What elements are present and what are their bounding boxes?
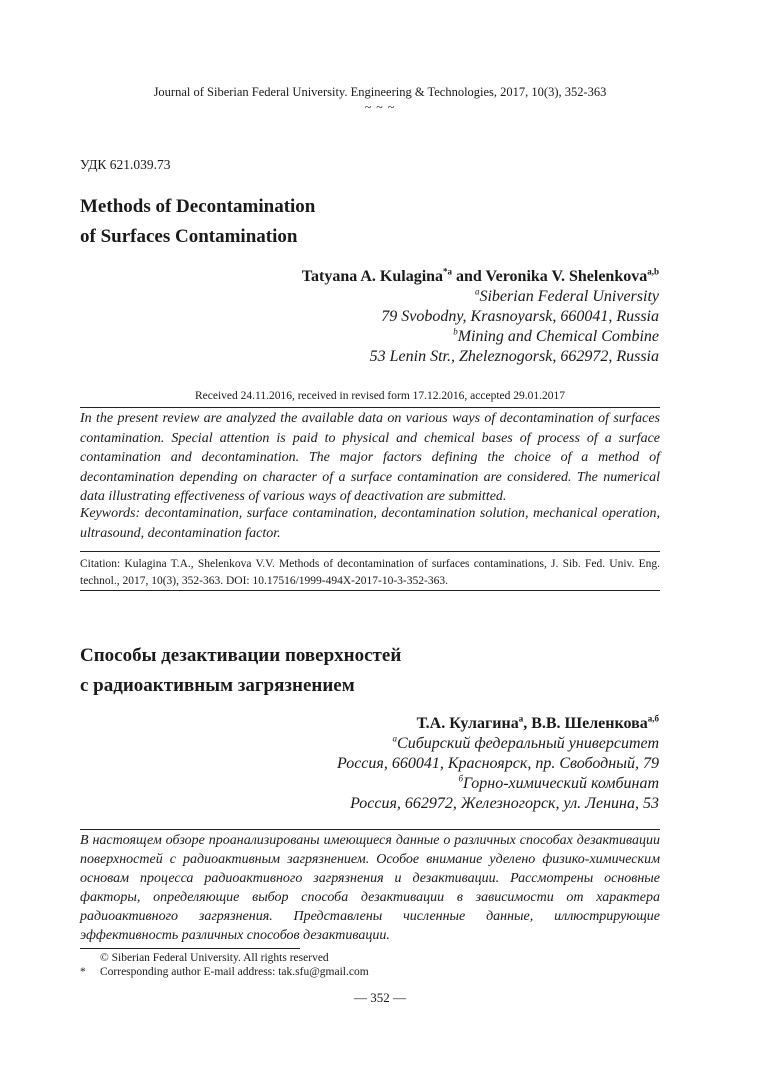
affiliation-en-3: $^b$Mining and Chemical Combine bbox=[453, 326, 659, 345]
divider bbox=[80, 551, 660, 552]
author-1-affil: *a bbox=[443, 266, 453, 277]
footnote-copyright: © Siberian Federal University. All rights reserved bbox=[100, 952, 329, 964]
affiliation-ru-3: $^б$Горно-химический комбинат bbox=[458, 773, 659, 792]
divider bbox=[80, 590, 660, 591]
affiliation-ru-2: Россия, 660041, Красноярск, пр. Свободный, 79 bbox=[337, 755, 659, 772]
title-ru-line2: с радиоактивным загрязнением bbox=[80, 675, 355, 696]
header-separator: ~ ~ ~ bbox=[364, 100, 396, 114]
author-1-ru-affil: а bbox=[518, 713, 524, 724]
affiliation-en-4: 53 Lenin Str., Zheleznogorsk, 662972, Russia bbox=[369, 348, 659, 365]
udk-code: УДК 621.039.73 bbox=[80, 157, 171, 172]
author-2: and Veronika V. Shelenkova bbox=[452, 268, 648, 285]
authors-en bbox=[302, 268, 659, 286]
citation: Citation: Kulagina T.A., Shelenkova V.V. Methods of decontamination of surfaces contaminations, J. Sib. Fed. Univ. Eng. technol., 2017, 10(3), 352-363. DOI: 10.17516/1999-494X-2017-10-3-352-363. bbox=[80, 558, 660, 587]
author-2-ru: , В.В. Шеленкова bbox=[523, 715, 648, 732]
title-ru-line1: Способы дезактивации поверхностей bbox=[80, 645, 402, 666]
keywords-en: Keywords: decontamination, surface contamination, decontamination solution, mechanical operation, ultrasound, decontamination factor. bbox=[80, 506, 660, 541]
author-2-ru-affil: а,б bbox=[647, 713, 659, 724]
title-en-line1: Methods of Decontamination bbox=[80, 196, 316, 217]
journal-header: Journal of Siberian Federal University. Engineering & Technologies, 2017, 10(3), 352-363 bbox=[153, 85, 607, 99]
author-2-affil: a,b bbox=[647, 266, 659, 277]
page-number: — 352 — bbox=[354, 990, 406, 1005]
title-en-line2: of Surfaces Contamination bbox=[80, 226, 298, 247]
affiliation-ru-1: $^а$Сибирский федеральный университет bbox=[392, 733, 659, 752]
affiliation-en-1: $^a$Siberian Federal University bbox=[474, 286, 659, 305]
author-1: Tatyana A. Kulagina bbox=[301, 268, 444, 285]
received-dates: Received 24.11.2016, received in revised form 17.12.2016, accepted 29.01.2017 bbox=[194, 390, 566, 402]
footnote-corresponding: * Corresponding author E-mail address: tak.sfu@gmail.com bbox=[80, 966, 369, 978]
affiliation-ru-4: Россия, 662972, Железногорск, ул. Ленина, 53 bbox=[350, 795, 659, 812]
author-1-ru: Т.А. Кулагина bbox=[416, 715, 519, 732]
footnote-divider bbox=[80, 948, 300, 949]
authors-ru bbox=[417, 715, 659, 733]
affiliation-en-2: 79 Svobodny, Krasnoyarsk, 660041, Russia bbox=[381, 308, 659, 325]
divider bbox=[80, 407, 660, 408]
abstract-ru: В настоящем обзоре проанализированы имеющиеся данные о различных способах дезактивации поверхностей с радиоактивным загрязнением. Особое внимание уделено физико-химическим основам процесса радиоактивного загрязнения и дезактивации. Рассмотрены основные факторы, определяющие выбор способа дезактивации в зависимости от характера радиоактивного загрязнения. Представлены численные данные, иллюстрирующие эффективность различных способов дезактивации. bbox=[80, 833, 660, 943]
divider bbox=[80, 829, 660, 830]
abstract-en: In the present review are analyzed the available data on various ways of decontamination of surfaces contamination. Special attention is paid to physical and chemical bases of process of a surface contamination and decontamination. The major factors defining the choice of a method of decontamination depending on character of a surface contamination are considered. The numerical data illustrating effectiveness of various ways of deactivation are submitted. bbox=[80, 411, 660, 504]
